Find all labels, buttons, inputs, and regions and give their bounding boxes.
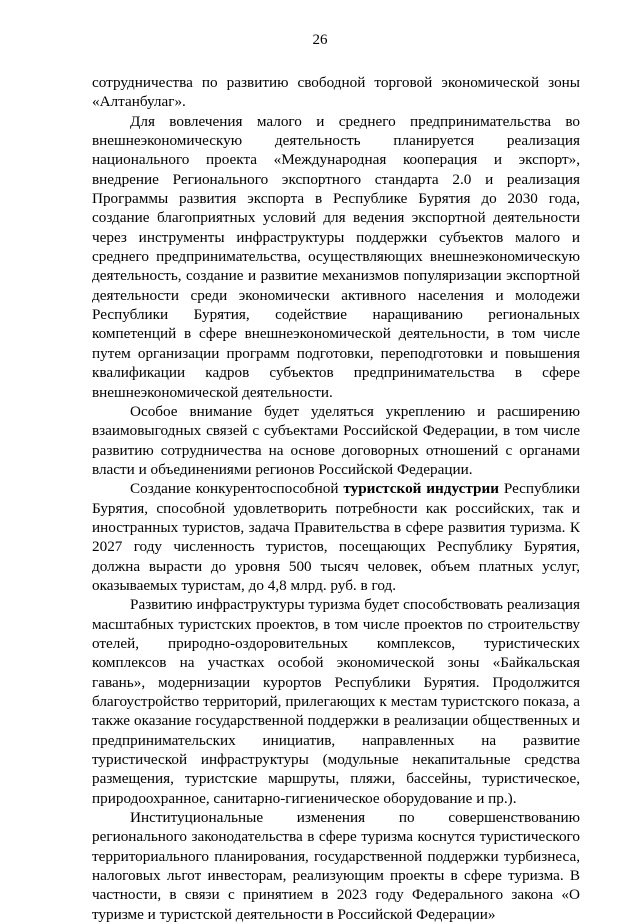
tourism-industry-emphasis: туристской индустрии bbox=[343, 480, 499, 498]
page-number: 26 bbox=[312, 32, 328, 48]
paragraph-tourism-infrastructure: Развитию инфраструктуры туризма будет способствовать реализация масштабных туристских проектов, в том числе проектов по строительству отелей, природно-оздоровительных комплексов, туристических комплексов на участках особой экономической зоны «Байкальская гавань», модернизации курортов Республики Бурятия. Продолжится благоустройство территорий, прилегающих к местам туристского показа, а также оказание государственной поддержки в реализации общественных и предпринимательских инициатив, направленных на развитие туристической инфраструктуры (модульные некапитальные средства размещения, туристские маршруты, пляжи, бассейны, туристическое, природоохранное, санитарно-гигиеническое оборудование и пр.). bbox=[92, 596, 580, 807]
tourism-text-before: Создание конкурентоспособной bbox=[130, 480, 344, 498]
paragraph-institutional-changes: Институциональные изменения по совершенствованию регионального законодательства в сфере туризма коснутся туристического территориального планирования, государственной поддержки турбизнеса, налоговых льгот инвесторам, реализующим проекты в сфере туризма. В частности, в связи с принятием в 2023 году Федерального закона «О туризме и туристской деятельности в Российской Федерации» bbox=[92, 809, 580, 923]
document-body bbox=[92, 73, 580, 924]
paragraph-tourism-industry bbox=[92, 479, 580, 595]
tourism-text-after: Республики Бурятия, способной удовлетворить потребности как российских, так и иностранных туристов, задача Правительства в сфере развития туризма. К 2027 году численность туристов, посещающих Республику Бурятия, должна вырасти до уровня 500 тысяч человек, объем платных услуг, оказываемых туристам, до 4,8 млрд. руб. в год. bbox=[92, 480, 581, 594]
paragraph-altanbulag: сотрудничества по развитию свободной торговой экономической зоны «Алтанбулаг». bbox=[92, 74, 580, 111]
paragraph-sme-export: Для вовлечения малого и среднего предпринимательства во внешнеэкономическую деятельность планируется реализация национального проекта «Международная кооперация и экспорт», внедрение Регионального экспортного стандарта 2.0 и реализация Программы развития экспорта в Республике Бурятия до 2030 года, создание благоприятных условий для ведения экспортной деятельности через инструменты инфраструктуры поддержки субъектов малого и среднего предпринимательства, осуществляющих внешнеэкономическую деятельность, создание и развитие механизмов популяризации экспортной деятельности среди экономически активного населения и молодежи Республики Бурятия, содействие наращиванию региональных компетенций в сфере внешнеэкономической деятельности, в том числе путем организации программ подготовки, переподготовки и повышения квалификации кадров субъектов предпринимательства в сфере внешнеэкономической деятельности. bbox=[92, 112, 580, 401]
paragraph-interregional-ties: Особое внимание будет уделяться укреплению и расширению взаимовыгодных связей с субъектами Российской Федерации, в том числе развитию сотрудничества на основе договорных отношений с органами власти и объединениями регионов Российской Федерации. bbox=[92, 402, 580, 478]
